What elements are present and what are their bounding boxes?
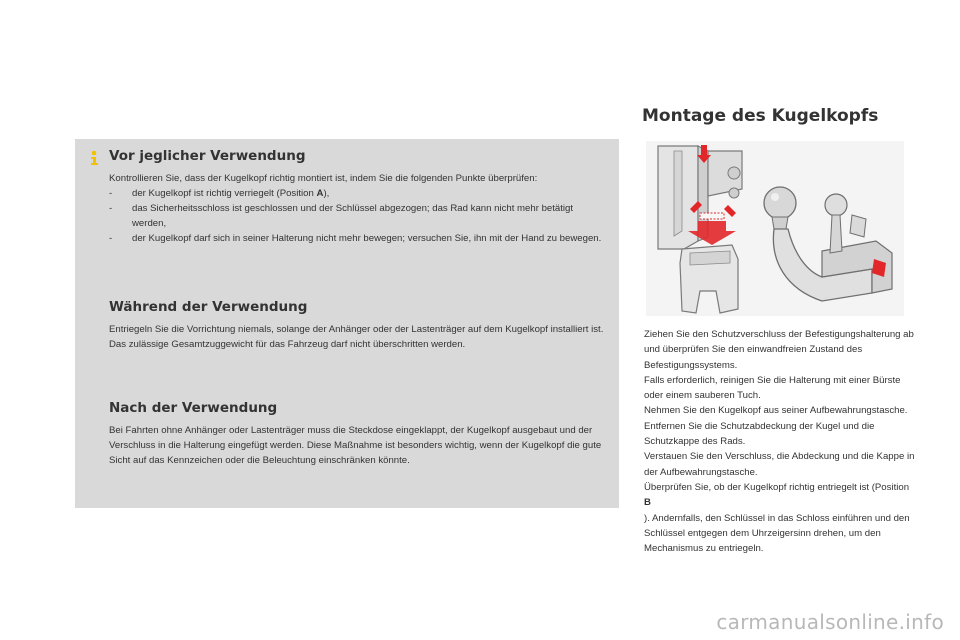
paragraph: Entfernen Sie die Schutzabdeckung der Kugel und die Schutzkappe des Rads. (644, 420, 875, 448)
section-during-use (109, 300, 609, 352)
section-title: Nach der Verwendung (109, 400, 278, 416)
section-title: Vor jeglicher Verwendung (109, 148, 306, 164)
section-title: Während der Verwendung (109, 299, 308, 315)
paragraph: Ziehen Sie den Schutzverschluss der Befestigungshalterung ab und überprüfen Sie den einwandfreien Zustand des Befestigungssystems. (644, 329, 914, 371)
paragraph: Falls erforderlich, reinigen Sie die Halterung mit einer Bürste oder einem sauberen Tuch. (644, 374, 901, 402)
section-intro: Kontrollieren Sie, dass der Kugelkopf richtig montiert ist, indem Sie die folgenden Punkte überprüfen: (109, 173, 538, 184)
list-item: - das Sicherheitsschloss ist geschlossen und der Schlüssel abgezogen; das Rad kann nicht mehr betätigt werden, (109, 201, 609, 231)
section-after-use (109, 401, 609, 468)
paragraph: Verstauen Sie den Verschluss, die Abdeckung und die Kappe in der Aufbewahrungstasche. (644, 451, 915, 478)
paragraph: Nehmen Sie den Kugelkopf aus seiner Aufbewahrungstasche. (644, 405, 908, 417)
paragraph: Entriegeln Sie die Vorrichtung niemals, solange der Anhänger oder der Lastenträger auf dem Kugelkopf installiert ist. (109, 324, 604, 335)
info-icon (86, 150, 102, 166)
watermark: carmanualsonline.info (716, 610, 944, 634)
tow-ball-illustration (646, 141, 904, 316)
paragraph: Bei Fahrten ohne Anhänger oder Lastenträger muss die Steckdose eingeklappt, der Kugelkopf ausgebaut und der Verschluss in die Halterung eingefügt werden. Diese Maßnahme ist besonders wichtig, wenn der Kugelkopf die gute Sicht auf das Kennzeichen oder die Beleuchtung einschränken könnte. (109, 425, 602, 466)
section-before-use (109, 149, 609, 246)
paragraph: Überprüfen Sie, ob der Kugelkopf richtig entriegelt ist (Position B ). Andernfalls, den Schlüssel in das Schloss einführen und den Schlüssel entgegen dem Uhrzeigersinn drehen, um den Mechanismus zu entriegeln. (644, 481, 910, 555)
mounting-instructions (644, 327, 916, 556)
list-item: - der Kugelkopf darf sich in seiner Halterung nicht mehr bewegen; versuchen Sie, ihn mit der Hand zu bewegen. (109, 231, 609, 246)
check-list (109, 186, 609, 246)
paragraph: Das zulässige Gesamtzuggewicht für das Fahrzeug darf nicht überschritten werden. (109, 339, 466, 350)
page-title: Montage des Kugelkopfs (642, 106, 879, 126)
list-item: - der Kugelkopf ist richtig verriegelt (Position A), (109, 186, 609, 201)
